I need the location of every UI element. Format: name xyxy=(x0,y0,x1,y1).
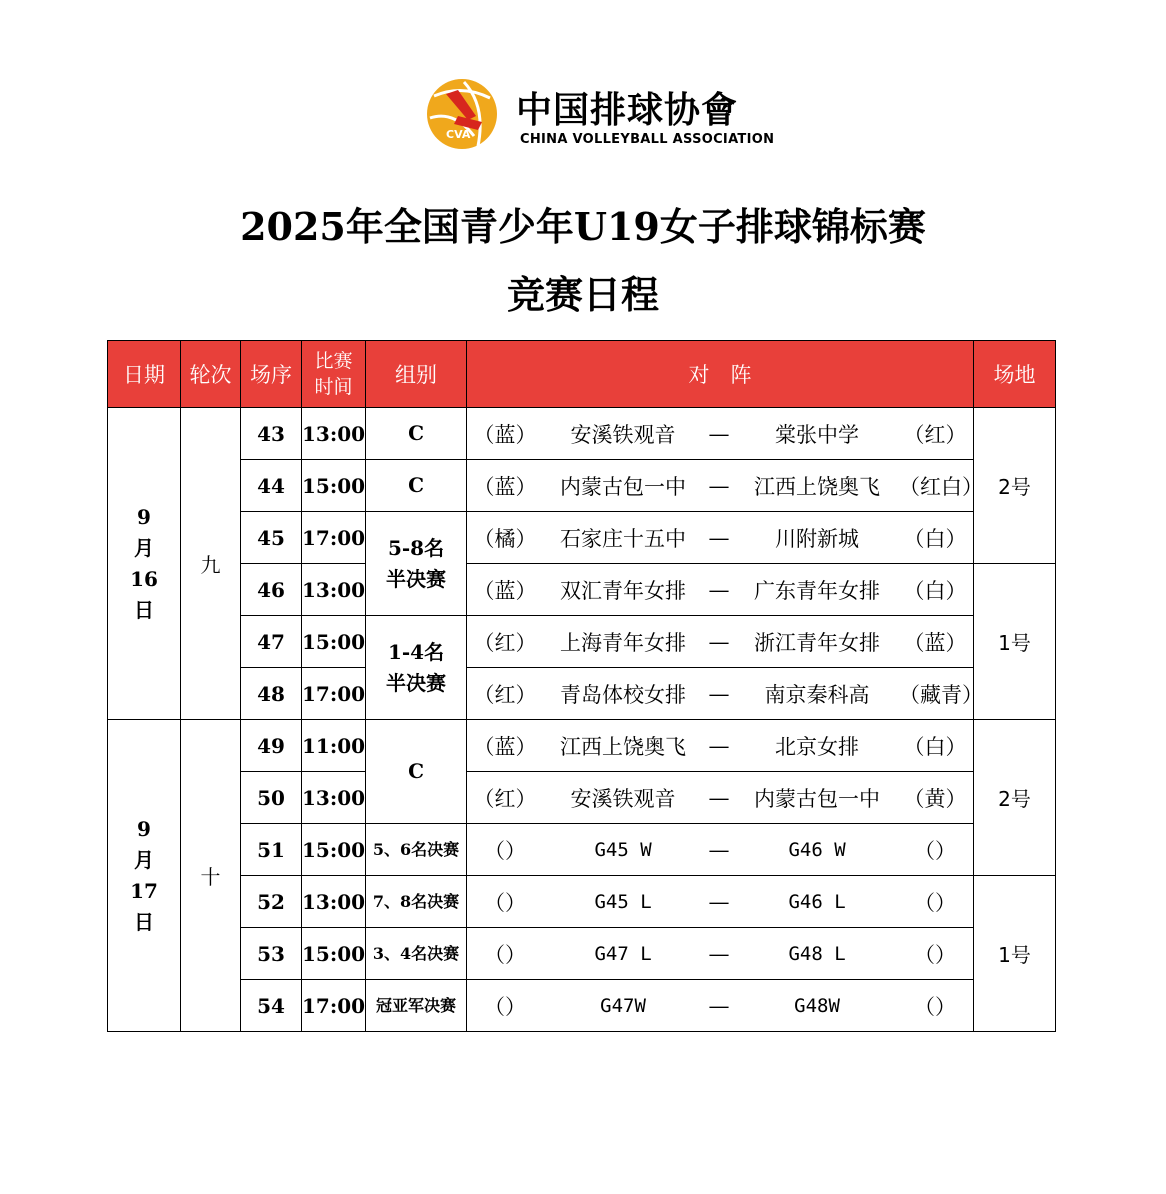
table-header-row xyxy=(108,341,1056,408)
team1-name: G47 L xyxy=(594,942,652,965)
table-row xyxy=(108,408,1056,460)
group-cell: C xyxy=(366,460,467,512)
team1-color: （蓝） xyxy=(473,734,537,759)
match-no: 47 xyxy=(241,616,302,668)
table-row xyxy=(108,564,1056,616)
date-month: 9 xyxy=(137,816,151,841)
versus-dash: — xyxy=(708,577,730,602)
match-cell xyxy=(467,616,974,668)
versus-dash: — xyxy=(708,525,730,550)
team1-color: （蓝） xyxy=(473,422,537,447)
group-cell: 3、4名决赛 xyxy=(366,928,467,980)
match-cell xyxy=(467,512,974,564)
match-time: 13:00 xyxy=(302,564,366,616)
schedule-table xyxy=(107,340,1056,1032)
versus-dash: — xyxy=(708,681,730,706)
team1-color: （） xyxy=(484,890,527,915)
team1-name: G45 W xyxy=(594,838,652,861)
team1-name: 内蒙古包一中 xyxy=(560,474,687,499)
versus-dash: — xyxy=(708,941,730,966)
match-cell xyxy=(467,824,974,876)
team1-name: 上海青年女排 xyxy=(560,630,687,655)
group-line2: 半决赛 xyxy=(386,566,447,591)
round-cell: 九 xyxy=(181,408,241,720)
date-cell xyxy=(108,720,181,1032)
match-no: 51 xyxy=(241,824,302,876)
group-cell xyxy=(366,616,467,720)
date-day-unit: 日 xyxy=(134,909,154,934)
team1-name: 安溪铁观音 xyxy=(570,422,676,447)
versus-dash: — xyxy=(708,421,730,446)
match-time: 15:00 xyxy=(302,824,366,876)
match-time: 13:00 xyxy=(302,876,366,928)
header-round: 轮次 xyxy=(181,341,241,408)
venue-cell: 1号 xyxy=(974,876,1056,1032)
team2-color: （白） xyxy=(903,734,967,759)
date-month: 9 xyxy=(137,504,151,529)
team1-name: G45 L xyxy=(594,890,652,913)
header-venue: 场地 xyxy=(974,341,1056,408)
date-day-unit: 日 xyxy=(134,597,154,622)
logo-badge-text: CVA xyxy=(446,128,471,141)
group-cell: C xyxy=(366,408,467,460)
match-time: 13:00 xyxy=(302,408,366,460)
match-no: 48 xyxy=(241,668,302,720)
team2-color: （红白） xyxy=(899,474,984,499)
match-no: 52 xyxy=(241,876,302,928)
team2-name: 川附新城 xyxy=(775,526,860,551)
team2-name: G48 L xyxy=(788,942,846,965)
match-cell xyxy=(467,980,974,1032)
team1-color: （橘） xyxy=(473,526,537,551)
match-no: 49 xyxy=(241,720,302,772)
match-time: 11:00 xyxy=(302,720,366,772)
header-group: 组别 xyxy=(366,341,467,408)
match-no: 46 xyxy=(241,564,302,616)
table-row xyxy=(108,928,1056,980)
header-match: 对 阵 xyxy=(467,341,974,408)
match-no: 45 xyxy=(241,512,302,564)
header-match-no: 场序 xyxy=(241,341,302,408)
versus-dash: — xyxy=(708,889,730,914)
table-row xyxy=(108,460,1056,512)
volleyball-icon xyxy=(424,76,502,152)
table-row xyxy=(108,720,1056,772)
team2-name: 南京秦科高 xyxy=(764,682,870,707)
match-no: 54 xyxy=(241,980,302,1032)
match-cell xyxy=(467,408,974,460)
table-row xyxy=(108,772,1056,824)
date-month-unit: 月 xyxy=(134,847,154,872)
team1-color: （） xyxy=(484,942,527,967)
versus-dash: — xyxy=(708,629,730,654)
match-cell xyxy=(467,460,984,512)
team2-name: 浙江青年女排 xyxy=(754,630,881,655)
match-cell xyxy=(467,772,974,824)
match-cell xyxy=(467,928,974,980)
date-day: 17 xyxy=(130,878,158,903)
team1-name: 石家庄十五中 xyxy=(560,526,687,551)
venue-cell: 2号 xyxy=(974,408,1056,564)
table-row xyxy=(108,512,1056,564)
group-cell: 7、8名决赛 xyxy=(366,876,467,928)
team2-color: （白） xyxy=(903,526,967,551)
team1-name: 安溪铁观音 xyxy=(570,786,676,811)
match-time: 15:00 xyxy=(302,928,366,980)
team2-name: 内蒙古包一中 xyxy=(754,786,881,811)
match-time: 17:00 xyxy=(302,512,366,564)
team2-name: 江西上饶奥飞 xyxy=(754,474,881,499)
match-time: 13:00 xyxy=(302,772,366,824)
group-cell: 冠亚军决赛 xyxy=(366,980,467,1032)
team2-color: （藏青） xyxy=(899,682,984,707)
match-cell xyxy=(467,564,974,616)
team2-color: （红） xyxy=(903,422,967,447)
team2-color: （） xyxy=(914,890,957,915)
team1-name: 青岛体校女排 xyxy=(560,682,687,707)
logo-chinese-name: 中国排球协會 xyxy=(516,90,739,131)
versus-dash: — xyxy=(708,473,730,498)
document-title: 2025年全国青少年U19女子排球锦标赛 xyxy=(240,204,926,249)
team1-name: G47W xyxy=(600,994,646,1017)
team1-color: （红） xyxy=(473,682,537,707)
team2-color: （） xyxy=(914,994,957,1019)
header-time-bottom: 时间 xyxy=(314,376,353,398)
match-no: 44 xyxy=(241,460,302,512)
table-row xyxy=(108,824,1056,876)
team2-color: （） xyxy=(914,942,957,967)
versus-dash: — xyxy=(708,837,730,862)
team1-color: （蓝） xyxy=(473,578,537,603)
match-time: 17:00 xyxy=(302,980,366,1032)
header-time xyxy=(302,341,366,408)
team2-name: 北京女排 xyxy=(775,734,860,759)
team2-color: （） xyxy=(914,838,957,863)
header-time-top: 比赛 xyxy=(314,350,353,372)
table-row xyxy=(108,668,1056,720)
header-date: 日期 xyxy=(108,341,181,408)
group-line2: 半决赛 xyxy=(386,670,447,695)
date-cell xyxy=(108,408,181,720)
team1-name: 江西上饶奥飞 xyxy=(560,734,687,759)
match-no: 43 xyxy=(241,408,302,460)
table-row xyxy=(108,876,1056,928)
venue-cell: 1号 xyxy=(974,564,1056,720)
group-line1: 5-8名 xyxy=(387,535,445,560)
team2-color: （黄） xyxy=(903,786,967,811)
match-cell xyxy=(467,720,974,772)
team2-name: 棠张中学 xyxy=(775,422,860,447)
team2-name: 广东青年女排 xyxy=(754,578,881,603)
match-cell xyxy=(467,876,974,928)
versus-dash: — xyxy=(708,785,730,810)
team2-color: （蓝） xyxy=(903,630,967,655)
match-time: 15:00 xyxy=(302,616,366,668)
date-day: 16 xyxy=(130,566,158,591)
group-cell xyxy=(366,512,467,616)
cva-logo xyxy=(424,76,775,152)
team1-color: （蓝） xyxy=(473,474,537,499)
match-time: 17:00 xyxy=(302,668,366,720)
team2-name: G46 L xyxy=(788,890,846,913)
team2-name: G46 W xyxy=(788,838,846,861)
team2-color: （白） xyxy=(903,578,967,603)
group-cell: C xyxy=(366,720,467,824)
match-cell xyxy=(467,668,984,720)
date-month-unit: 月 xyxy=(134,535,154,560)
match-no: 50 xyxy=(241,772,302,824)
team2-name: G48W xyxy=(794,994,840,1017)
group-line1: 1-4名 xyxy=(387,639,445,664)
table-row xyxy=(108,980,1056,1032)
table-row xyxy=(108,616,1056,668)
team1-color: （红） xyxy=(473,630,537,655)
group-cell: 5、6名决赛 xyxy=(366,824,467,876)
round-cell: 十 xyxy=(181,720,241,1032)
versus-dash: — xyxy=(708,993,730,1018)
venue-cell: 2号 xyxy=(974,720,1056,876)
logo-english-name: CHINA VOLLEYBALL ASSOCIATION xyxy=(520,132,775,147)
match-time: 15:00 xyxy=(302,460,366,512)
team1-color: （） xyxy=(484,838,527,863)
document-subtitle: 竞赛日程 xyxy=(506,272,659,317)
team1-color: （） xyxy=(484,994,527,1019)
team1-name: 双汇青年女排 xyxy=(560,578,687,603)
match-no: 53 xyxy=(241,928,302,980)
versus-dash: — xyxy=(708,733,730,758)
team1-color: （红） xyxy=(473,786,537,811)
